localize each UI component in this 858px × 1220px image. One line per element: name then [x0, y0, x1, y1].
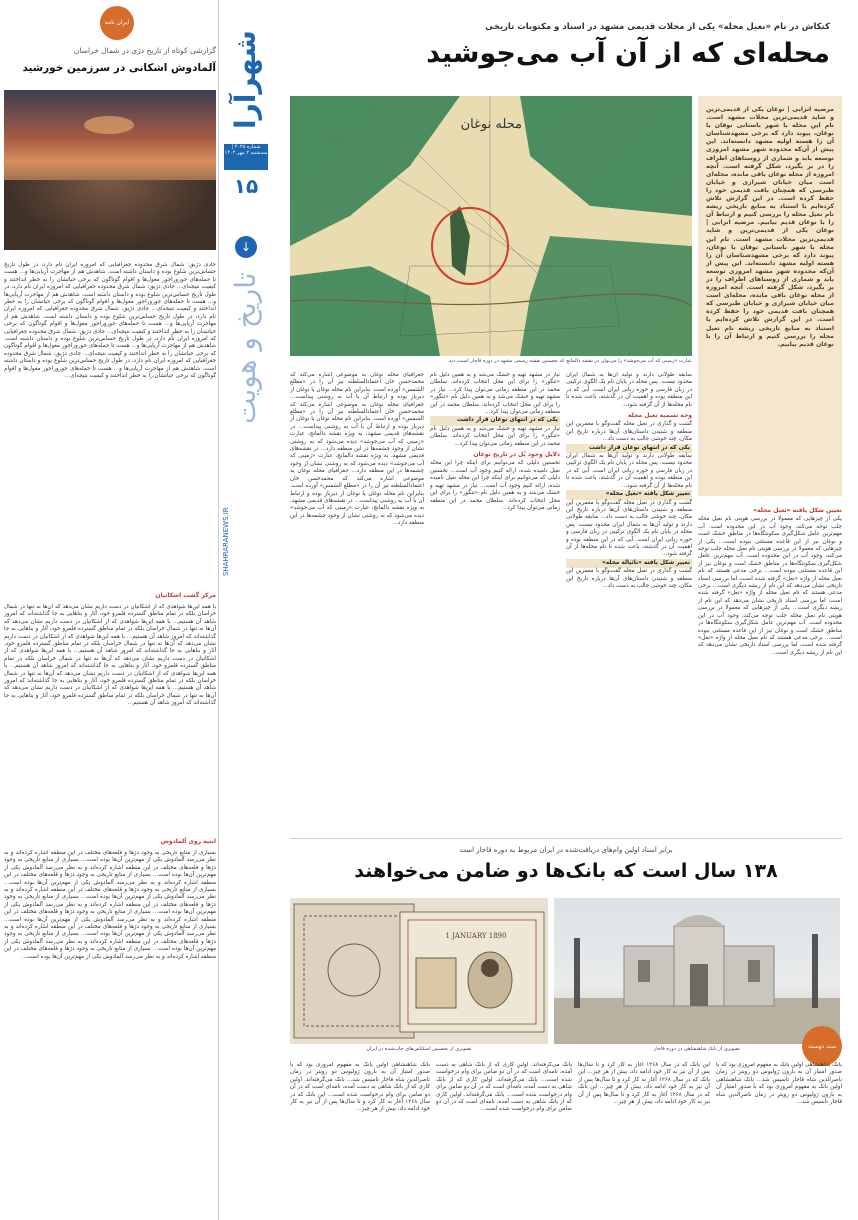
summary-text [698, 96, 842, 496]
section-divider [290, 838, 842, 839]
column-divider [218, 0, 219, 1220]
left-section2-text: با همه این‌ها شواهدی که از اشکانیان در دست داریم نشان می‌دهد که آن‌ها نه تنها در شمال خراسان بلکه در تمام مناطق گسترده قلمرو خود، آثار و بناهایی به جا گذاشته‌اند که امروز شاهد آن هستیم... [4, 633, 216, 655]
section-title: تاریخ و هویت [229, 272, 262, 424]
highlight-3: تغییر شکل یافته «نائیالة محله» [566, 559, 692, 568]
banknote-drawing [290, 898, 548, 1044]
historic-map [290, 96, 692, 356]
left-section3-text: بسیاری از منابع تاریخی به وجود دژها و قلعه‌های مختلف در این منطقه اشاره کرده‌اند و به نظر می‌رسد آلمادوش یکی از مهم‌ترین آن‌ها بوده است... [4, 946, 216, 960]
bank-text-1: بانک شاهنشاهی اولین بانک به مفهوم امروزی بود که با صدور امتیاز آن به بارون ژولیوس دو رویتر در زمان ناصرالدین شاه قاجار تاسیس شد... [716, 1076, 842, 1106]
left-lead: جادی دژیق: شمال شرق محدوده جغرافیایی که امروزه ایران نام دارد، در طول تاریخ حساس‌ترین شلوغ بوده و داستان داشته است. شاهدش هم از مهاجرت آریایی‌ها و... هست تا حمله‌های جوروراجور مغول‌ها و اقوام گوناگون که برخی حیاتشان را به خطر انداختند و کیفیت نتیجه‌ای... [4, 306, 216, 335]
col2-text-b: نخستین دلیلی که می‌توانیم برای اینکه چرا این محله نعیل نامیده شده، ارائه کنیم وجود آب است... [430, 467, 560, 489]
map-drawing [290, 96, 692, 356]
bank-text-4: بانک شاهنشاهی اولین بانک به مفهوم امروزی بود که با صدور امتیاز آن به بارون ژولیوس دو رویتر در زمان ناصرالدین شاه قاجار تاسیس شد... [290, 1062, 430, 1083]
left-lead: جادی دژیق: شمال شرق محدوده جغرافیایی که امروزه ایران نام دارد، در طول تاریخ حساس‌ترین شلوغ بوده و داستان داشته است. شاهدش هم از مهاجرت آریایی‌ها و... هست تا حمله‌های جوروراجور مغول‌ها و اقوام گوناگون که برخی حیاتشان را به خطر انداختند و کیفیت نتیجه‌ای... [4, 262, 216, 291]
col4-text: یکی از چیزهایی که معمولا در بررسی هویتی نام نعیل محله جلب توجه می‌کند، وجود آب در این محدوده است. آب مهم‌ترین عامل شکل‌گیری سکونتگاه‌ها در مناطق خشک است و نوغان نیز از این قاعده مستثنی نبوده است... [698, 605, 842, 641]
summary-box [698, 96, 842, 496]
col3-text-b: گشت و گذاری در نعیل محله گفت‌وگو با معمرین این منطقه و شنیدن داستان‌های آن‌ها درباره تاریخ این مکان، چند خوشی جالب به دست داد... [566, 568, 692, 589]
article-column-2 [430, 372, 560, 834]
col2-text: نیاز در مشهد تهیه و خشک می‌شد و به همین دلیل نام «تنگور» را برای این محل انتخاب کرده‌اند. سلطان محمد در این منطقه زمانی می‌توان پیدا کرد... [430, 386, 560, 416]
left-lead: جادی دژیق: شمال شرق محدوده جغرافیایی که امروزه ایران نام دارد، در طول تاریخ حساس‌ترین شلوغ بوده و داستان داشته است. شاهدش هم از مهاجرت آریایی‌ها و... هست تا حمله‌های جوروراجور مغول‌ها و اقوام گوناگون که برخی حیاتشان را به خطر انداختند و کیفیت نتیجه‌ای... [4, 284, 216, 313]
left-section3-text: بسیاری از منابع تاریخی به وجود دژها و قلعه‌های مختلف در این منطقه اشاره کرده‌اند و به نظر می‌رسد آلمادوش یکی از مهم‌ترین آن‌ها بوده است... [4, 924, 216, 938]
shahrara-logo: شهرآرا [229, 30, 262, 130]
col4-text-b: برخی مدعی هستند که نام نعیل محله از واژه «نعل» گرفته شده است، اما بررسی اسناد تاریخی نشان می‌دهد که این نام از ریشه دیگری است... [698, 583, 842, 612]
sunset-glow [84, 116, 134, 134]
banknote-photo [290, 898, 548, 1044]
bank-text-2: این بانک که در سال ۱۲۶۸ آغاز به کار کرد و تا سال‌ها پس از آن نیز به کار خود ادامه داد، بیش از هر چیز... [578, 1069, 710, 1091]
left-section2-text: با همه این‌ها شواهدی که از اشکانیان در دست داریم نشان می‌دهد که آن‌ها نه تنها در شمال خراسان بلکه در تمام مناطق گسترده قلمرو خود، آثار و بناهایی به جا گذاشته‌اند که امروز شاهد آن هستیم... [4, 648, 216, 670]
left-section3-text: بسیاری از منابع تاریخی به وجود دژها و قلعه‌های مختلف در این منطقه اشاره کرده‌اند و به نظر می‌رسد آلمادوش یکی از مهم‌ترین آن‌ها بوده است... [4, 909, 216, 923]
article-column-1 [290, 372, 424, 834]
left-article-part3 [4, 850, 216, 1212]
left-section2-text: با همه این‌ها شواهدی که از اشکانیان در دست داریم نشان می‌دهد که آن‌ها نه تنها در شمال خراسان بلکه در تمام مناطق گسترده قلمرو خود، آثار و بناهایی به جا گذاشته‌اند که امروز شاهد آن هستیم... [4, 618, 216, 640]
bank-building-photo [554, 898, 840, 1044]
left-section3-text: بسیاری از منابع تاریخی به وجود دژها و قلعه‌های مختلف در این منطقه اشاره کرده‌اند و به نظر می‌رسد آلمادوش یکی از مهم‌ترین آن‌ها بوده است... [4, 894, 216, 916]
masthead-strip [222, 22, 270, 662]
bank-photo-caption: تصویری از بانک شاهنشاهی در دوره قاجار [653, 1046, 741, 1052]
col1-text: جغرافیای محله نوغان به موضوعی اشاره می‌کند که محمدحسن خان اعتمادالسلطنه نیز آن را در «مطلع الشمس» آورده است. بنابراین نام محله نوغان یا نوغان از دیرباز بوده و ارتباط آن با آب به روشنی پیداست... [290, 401, 424, 430]
bank-text-4b: بانک می‌گرفته‌اند. اولین کاری که از بانک شاهی به دست آمده، نامه‌ای است که در آن دو ضامن برای وام درخواست شده است... [290, 1076, 430, 1098]
col4-text: یکی از چیزهایی که معمولا در بررسی هویتی نام نعیل محله جلب توجه می‌کند، وجود آب در این محدوده است. آب مهم‌ترین عامل شکل‌گیری سکونتگاه‌ها در مناطق خشک است و نوغان نیز از این قاعده مستثنی نبوده است... [698, 538, 842, 575]
bank-text-1: بانک شاهنشاهی اولین بانک به مفهوم امروزی بود که با صدور امتیاز آن به بارون ژولیوس دو رویتر در زمان ناصرالدین شاه قاجار تاسیس شد... [716, 1062, 842, 1083]
left-title: آلمادوش اشکانی در سرزمین خورشید [22, 62, 216, 74]
left-section3-text: بسیاری از منابع تاریخی به وجود دژها و قلعه‌های مختلف در این منطقه اشاره کرده‌اند و به نظر می‌رسد آلمادوش یکی از مهم‌ترین آن‌ها بوده است... [4, 887, 216, 901]
landscape-photo [4, 90, 216, 250]
left-article-part1 [4, 262, 216, 582]
col4-text-b: برخی مدعی هستند که نام نعیل محله از واژه «نعل» گرفته شده است، اما بررسی اسناد تاریخی نشان می‌دهد که این نام از ریشه دیگری است... [698, 634, 842, 656]
col2-text: نیاز در مشهد تهیه و خشک می‌شد و به همین دلیل نام «تنگور» را برای این محل انتخاب کرده‌اند. سلطان محمد در این منطقه زمانی می‌توان پیدا کرد... [430, 372, 560, 393]
col2-text-b: نخستین دلیلی که می‌توانیم برای اینکه چرا این محله نعیل نامیده شده، ارائه کنیم وجود آب است... [430, 460, 560, 474]
article-kicker: کنکاش در نام «نعیل محله» یکی از محلات قدیمی مشهد در اسناد و مکتوبات تاریخی [485, 22, 830, 32]
left-lead: جادی دژیق: شمال شرق محدوده جغرافیایی که امروزه ایران نام دارد، در طول تاریخ حساس‌ترین شلوغ بوده و داستان داشته است. شاهدش هم از مهاجرت آریایی‌ها و... هست تا حمله‌های جوروراجور مغول‌ها و اقوام گوناگون که برخی حیاتشان را به خطر انداختند و کیفیت نتیجه‌ای... [4, 328, 216, 357]
col1-text-b: در نقشه‌های قدیمی مشهد، به ویژه نقشه دالمانچ، عبارت «زمینی که آب می‌جوشد» دیده می‌شود که به روشنی نشان از وجود چشمه‌ها در این منطقه دارد... [290, 423, 424, 453]
left-section3-text: بسیاری از منابع تاریخی به وجود دژها و قلعه‌های مختلف در این منطقه اشاره کرده‌اند و به نظر می‌رسد آلمادوش یکی از مهم‌ترین آن‌ها بوده است... [4, 872, 216, 886]
iran-nameh-badge [100, 6, 134, 40]
banknote-date: 1 JANUARY 1890 [445, 932, 507, 940]
page-number: ۱۵ [233, 174, 259, 198]
col2-text: نیاز در مشهد تهیه و خشک می‌شد و به همین دلیل نام «تنگور» را برای این محل انتخاب کرده‌اند. سلطان محمد در این منطقه زمانی می‌توان پیدا کرد... [430, 482, 560, 511]
bank-column-2 [578, 1062, 710, 1212]
left-section2-text: با همه این‌ها شواهدی که از اشکانیان در دست داریم نشان می‌دهد که آن‌ها نه تنها در شمال خراسان بلکه در تمام مناطق گسترده قلمرو خود، آثار و بناهایی به جا گذاشته‌اند که امروز شاهد آن هستیم... [4, 604, 216, 625]
left-section3-text: بسیاری از منابع تاریخی به وجود دژها و قلعه‌های مختلف در این منطقه اشاره کرده‌اند و به نظر می‌رسد آلمادوش یکی از مهم‌ترین آن‌ها بوده است... [4, 931, 216, 953]
left-column [4, 0, 216, 1220]
left-section3-text: بسیاری از منابع تاریخی به وجود دژها و قلعه‌های مختلف در این منطقه اشاره کرده‌اند و به نظر می‌رسد آلمادوش یکی از مهم‌ترین آن‌ها بوده است... [4, 857, 216, 879]
map-label: محله نوغان [460, 117, 522, 132]
map-caption: عبارت «زمینی که آب می‌جوشد» را می‌توان در نقشه دالمانچ که نخستین نقشه رسمی مشهد در دوره قاجار است، دید. [447, 358, 692, 364]
sand-dost-badge [802, 1026, 842, 1066]
bank-text-3: بانک می‌گرفته‌اند. اولین کاری که از بانک شاهی به دست آمده، نامه‌ای است که در آن دو ضامن برای وام درخواست شده است... [436, 1062, 572, 1083]
badge-label: ایران نامه [104, 19, 130, 26]
article-title: محله‌ای که از آن آب می‌جوشید [426, 38, 830, 69]
col3-text: سابقه طولانی دارند و تولید آن‌ها به شمال ایران محدود نیست. پس محله در پایان نام یک الگوی ترکیبی در زبان فارسی و حوزه زبانی ایران است. آبی که در این منطقه بوده و اهمیت آن در گذشته، باعث شده تا نام محله‌ها از آن گرفته شود... [566, 514, 692, 558]
highlight-1: یکی که در انتهای نوغان قرار داشت [566, 444, 692, 453]
badge-text: سند دوست [807, 1042, 837, 1050]
banknote-caption: تصویری از نخستین اسکناس‌های چاپ‌شده در ایران [366, 1046, 472, 1052]
article-column-4 [698, 504, 842, 834]
left-section3-text: بسیاری از منابع تاریخی به وجود دژها و قلعه‌های مختلف در این منطقه اشاره کرده‌اند و به نظر می‌رسد آلمادوش یکی از مهم‌ترین آن‌ها بوده است... [4, 850, 216, 864]
left-subhead-2: ابنیه روی آلمادوش [160, 838, 216, 845]
col1-text: جغرافیای محله نوغان به موضوعی اشاره می‌کند که محمدحسن خان اعتمادالسلطنه نیز آن را در «مطلع الشمس» آورده است. بنابراین نام محله نوغان یا نوغان از دیرباز بوده و ارتباط آن با آب به روشنی پیداست... [290, 468, 424, 504]
col1-text: جغرافیای محله نوغان به موضوعی اشاره می‌کند که محمدحسن خان اعتمادالسلطنه نیز آن را در «مطلع الشمس» آورده است. بنابراین نام محله نوغان یا نوغان از دیرباز بوده و ارتباط آن با آب به روشنی پیداست... [290, 372, 424, 401]
bank-column-4 [290, 1062, 430, 1212]
bank-column-3 [436, 1062, 572, 1212]
col1-text-b: در نقشه‌های قدیمی مشهد، به ویژه نقشه دالمانچ، عبارت «زمینی که آب می‌جوشد» دیده می‌شود که به روشنی نشان از وجود چشمه‌ها در این منطقه دارد... [290, 497, 424, 527]
bank-text-3: بانک می‌گرفته‌اند. اولین کاری که از بانک شاهی به دست آمده، نامه‌ای است که در آن دو ضامن برای وام درخواست شده است... [436, 1091, 572, 1113]
bank-title: ۱۳۸ سال است که بانک‌ها دو ضامن می‌خواهند [354, 860, 778, 882]
highlight-2: تغییر شکل یافته «نعیل محله» [566, 490, 692, 499]
col2-subhead: دلایل وجود پُل در تاریخ نوغان [473, 451, 560, 459]
bank-column-1 [716, 1062, 842, 1212]
bank-building-drawing [554, 898, 840, 1044]
bank-text-2: این بانک که در سال ۱۲۶۸ آغاز به کار کرد و تا سال‌ها پس از آن نیز به کار خود ادامه داد، بیش از هر چیز... [578, 1084, 710, 1106]
left-article-part2 [4, 604, 216, 830]
col4-text: یکی از چیزهایی که معمولا در بررسی هویتی نام نعیل محله جلب توجه می‌کند، وجود آب در این محدوده است. آب مهم‌ترین عامل شکل‌گیری سکونتگاه‌ها در مناطق خشک است و نوغان نیز از این قاعده مستثنی نبوده است... [698, 516, 842, 545]
summary-lead: مرضیه انزابی | نوغان یکی از قدیمی‌ترین و شاید قدیمی‌ترین محلات مشهد است. نام این محله با شهر باستانی نوقان یا نوغان، پیوند دارد که برخی مشهدشناسان آن را هسته اولیه مشهد دانسته‌اند. این پیش از آن‌که محدوده شهر مشهد امروزی توسعه یابد و شماری از روستاهای اطراف را در بر بگیرد، شکل گرفته است. آنچه امروزه از محله نوغان باقی مانده، محله‌ای است میان خیابان شیرازی و خیابان طبرسی که همچنان بافت قدیمی خود را حفظ کرده است. در این گزارش تلاش کرده‌ایم با استناد به منابع تاریخی ریشه نام نعیل محله را بررسی کنیم و ارتباط آن را با نوغان قدیم بیابیم. [706, 106, 834, 227]
col2-text: نیاز در مشهد تهیه و خشک می‌شد و به همین دلیل نام «تنگور» را برای این محل انتخاب کرده‌اند. سلطان محمد در این منطقه زمانی می‌توان پیدا کرد... [430, 425, 560, 447]
arrow-down-icon[interactable]: ↓ [235, 236, 257, 258]
col4-subhead: تعیین شکل یافته «نعیل محله» [753, 507, 842, 514]
col3-text-b: گشت و گذاری در نعیل محله گفت‌وگو با معمرین این منطقه و شنیدن داستان‌های آن‌ها درباره تاریخ این مکان، چند خوشی جالب به دست داد... [566, 499, 692, 521]
left-lead: جادی دژیق: شمال شرق محدوده جغرافیایی که امروزه ایران نام دارد، در طول تاریخ حساس‌ترین شلوغ بوده و داستان داشته است. شاهدش هم از مهاجرت آریایی‌ها و... هست تا حمله‌های جوروراجور مغول‌ها و اقوام گوناگون که برخی حیاتشان را به خطر انداختند و کیفیت نتیجه‌ای... [4, 350, 216, 380]
col4-text-b: برخی مدعی هستند که نام نعیل محله از واژه «نعل» گرفته شده است، اما بررسی اسناد تاریخی نشان می‌دهد که این نام از ریشه دیگری است... [698, 568, 842, 590]
bank-text-4c: این بانک که در سال ۱۲۶۸ آغاز به کار کرد و تا سال‌ها پس از آن نیز به کار خود ادامه داد، بیش از هر چیز... [290, 1091, 430, 1113]
col1-text-b: در نقشه‌های قدیمی مشهد، به ویژه نقشه دالمانچ، عبارت «زمینی که آب می‌جوشد» دیده می‌شود که به روشنی نشان از وجود چشمه‌ها در این منطقه دارد... [290, 446, 424, 475]
left-subhead-1: مرکز گشت اشکانیان [155, 592, 216, 599]
bank-text-3: بانک می‌گرفته‌اند. اولین کاری که از بانک شاهی به دست آمده، نامه‌ای است که در آن دو ضامن برای وام درخواست شده است... [436, 1076, 572, 1098]
bank-kicker: برابر اسناد اولین وام‌های دریافت‌شده در ایران مربوط به دوره قاجار است [459, 846, 673, 854]
logo-block [222, 22, 270, 140]
highlight-1b: یکی که در انتهای نوغان قرار داشت [430, 416, 560, 425]
summary-lead: مرضیه انزابی | نوغان یکی از قدیمی‌ترین و شاید قدیمی‌ترین محلات مشهد است. نام این محله با شهر باستانی نوقان یا نوغان، پیوند دارد که برخی مشهدشناسان آن را هسته اولیه مشهد دانسته‌اند. این پیش از آن‌که محدوده شهر مشهد امروزی توسعه یابد و شماری از روستاهای اطراف را در بر بگیرد، شکل گرفته است. آنچه امروزه از محله نوغان باقی مانده، محله‌ای است میان خیابان شیرازی و خیابان طبرسی که همچنان بافت قدیمی خود را حفظ کرده است. در این گزارش تلاش کرده‌ایم با استناد به منابع تاریخی ریشه نام نعیل محله را بررسی کنیم و ارتباط آن را با نوغان قدیم بیابیم. [706, 219, 834, 348]
col3-text: سابقه طولانی دارند و تولید آن‌ها به شمال ایران محدود نیست. پس محله در پایان نام یک الگوی ترکیبی در زبان فارسی و حوزه زبانی ایران است. آبی که در این منطقه بوده و اهمیت آن در گذشته، باعث شده تا نام محله‌ها از آن گرفته شود... [566, 453, 692, 489]
left-section2-text: با همه این‌ها شواهدی که از اشکانیان در دست داریم نشان می‌دهد که آن‌ها نه تنها در شمال خراسان بلکه در تمام مناطق گسترده قلمرو خود، آثار و بناهایی به جا گذاشته‌اند که امروز شاهد آن هستیم... [4, 663, 216, 692]
article-column-3 [566, 372, 692, 834]
col3-text-b: گشت و گذاری در نعیل محله گفت‌وگو با معمرین این منطقه و شنیدن داستان‌های آن‌ها درباره تاریخ این مکان، چند خوشی جالب به دست داد... [566, 421, 692, 443]
col3-subhead: وجه تسمیه نعیل محله [628, 412, 692, 420]
col3-text: سابقه طولانی دارند و تولید آن‌ها به شمال ایران محدود نیست. پس محله در پایان نام یک الگوی ترکیبی در زبان فارسی و حوزه زبانی ایران است. آبی که در این منطقه بوده و اهمیت آن در گذشته، باعث شده تا نام محله‌ها از آن گرفته شود... [566, 372, 692, 408]
bank-text-2: این بانک که در سال ۱۲۶۸ آغاز به کار کرد و تا سال‌ها پس از آن نیز به کار خود ادامه داد، بیش از هر چیز... [578, 1062, 710, 1076]
left-kicker: گزارشی کوتاه از تاریخ دژی در شمال خراسان [73, 46, 216, 55]
left-section2-text: با همه این‌ها شواهدی که از اشکانیان در دست داریم نشان می‌دهد که آن‌ها نه تنها در شمال خراسان بلکه در تمام مناطق گسترده قلمرو خود، آثار و بناهایی به جا گذاشته‌اند که امروز شاهد آن هستیم... [4, 685, 216, 707]
issue-info: شماره ۴۰۲۸ | سه‌شنبه ۲ مهر ۱۴۰۲ [224, 144, 268, 170]
mountain-ridge [4, 180, 216, 250]
site-url[interactable]: SHAHRARANEWS.IR [222, 507, 230, 577]
